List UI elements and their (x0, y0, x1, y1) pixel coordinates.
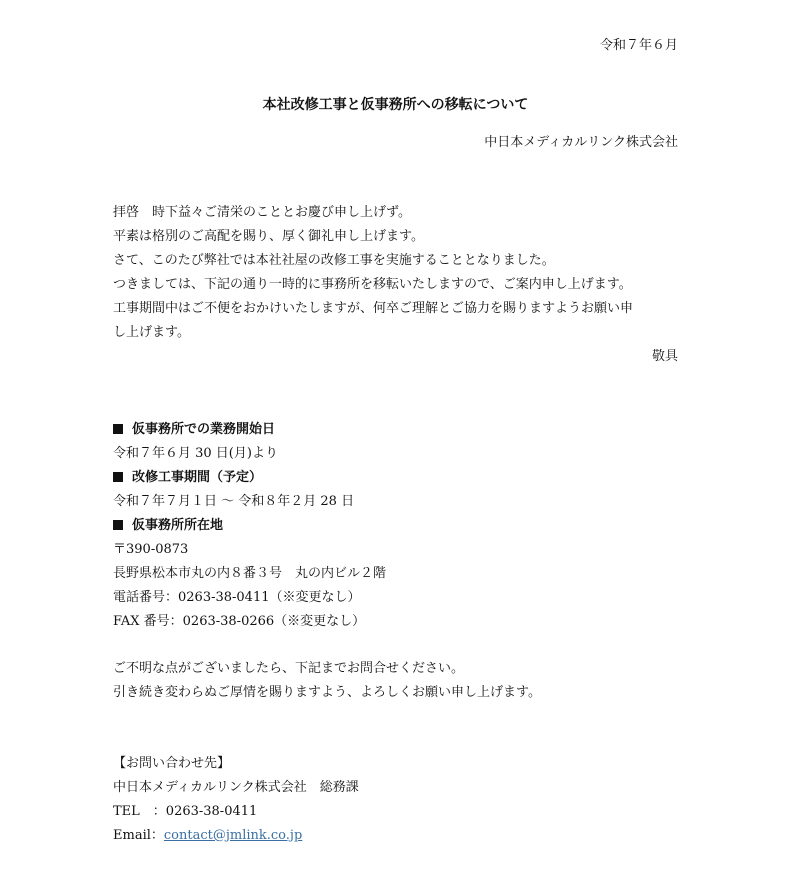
closing-line: 引き続き変わらぬご厚情を賜りますよう、よろしくお願い申し上げます。 (113, 685, 541, 700)
start-date-heading (113, 418, 386, 442)
start-date-heading-label: 仮事務所での業務開始日 (132, 422, 276, 437)
address: 長野県松本市丸の内８番３号 丸の内ビル２階 (113, 566, 387, 581)
square-bullet-icon (113, 424, 123, 434)
fax-number: FAX 番号：0263-38-0266（※変更なし） (113, 614, 366, 629)
email-link[interactable]: contact@jmlink.co.jp (163, 828, 303, 843)
body-line: 拝啓 時下益々ご清栄のこととお慶び申し上げず。 (113, 205, 411, 220)
document-title: 本社改修工事と仮事務所への移転について (262, 97, 529, 113)
contact-tel: TEL ：0263-38-0411 (113, 804, 258, 819)
email-label: Email： (113, 828, 164, 843)
letter-body (113, 201, 679, 345)
contact-info (113, 752, 359, 848)
location-heading-label: 仮事務所所在地 (132, 518, 224, 533)
phone-number: 電話番号：0263-38-0411（※変更なし） (113, 590, 361, 605)
document-date: 令和７年６月 (599, 38, 678, 53)
closing-salutation: 敬具 (651, 349, 678, 364)
sender-company: 中日本メディカルリンク株式会社 (484, 135, 678, 150)
body-line: 平素は格別のご高配を賜り、厚く御礼申し上げます。 (113, 229, 424, 244)
square-bullet-icon (113, 472, 123, 482)
relocation-info (113, 418, 386, 634)
body-line: さて、このたび弊社では本社社屋の改修工事を実施することとなりました。 (113, 253, 555, 268)
body-line: し上げます。 (113, 325, 190, 340)
location-heading (113, 514, 386, 538)
start-date-value: 令和７年６月 30 日(月)より (113, 446, 278, 461)
period-heading (113, 466, 386, 490)
period-value: 令和７年７月１日 ～ 令和８年２月 28 日 (113, 494, 355, 509)
square-bullet-icon (113, 520, 123, 530)
contact-email-row (113, 824, 359, 848)
contact-heading: 【お問い合わせ先】 (113, 756, 231, 771)
postal-code: 〒390-0873 (113, 542, 189, 557)
contact-department: 中日本メディカルリンク株式会社 総務課 (113, 780, 359, 795)
body-line: つきましては、下記の通り一時的に事務所を移転いたしますので、ご案内申し上げます。 (113, 277, 632, 292)
closing-text (113, 657, 541, 705)
closing-line: ご不明な点がございましたら、下記までお問合せください。 (113, 661, 465, 676)
body-line: 工事期間中はご不便をおかけいたしますが、何卒ご理解とご協力を賜りますようお願い申 (113, 301, 634, 316)
period-heading-label: 改修工事期間（予定） (132, 470, 263, 485)
